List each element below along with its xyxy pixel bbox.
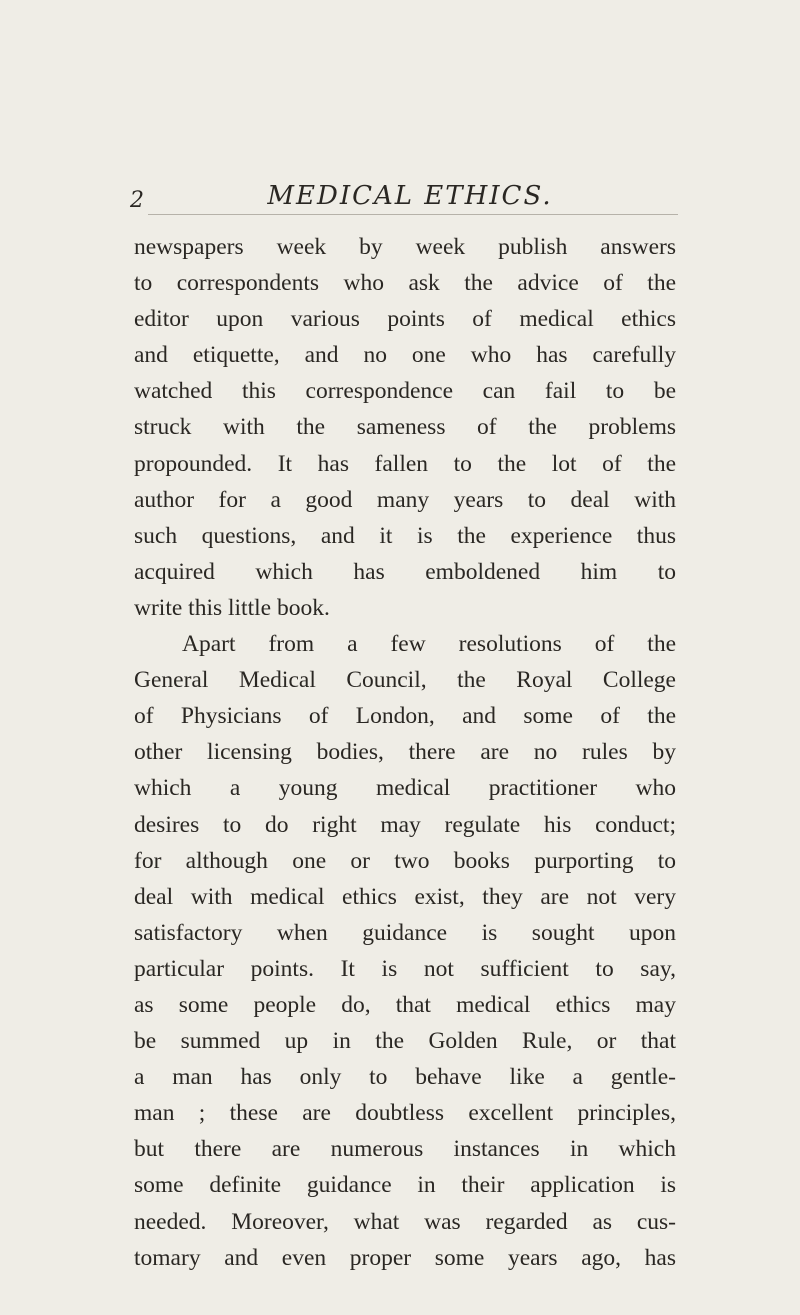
text-line: newspapers week by week publish answers	[134, 234, 676, 260]
page-number: 2	[130, 188, 144, 213]
text-line: deal with medical ethics exist, they are not very	[134, 883, 676, 910]
text-line: of Physicians of London, and some of the	[134, 703, 676, 730]
text-line: propounded. It has fallen to the lot of the	[134, 450, 676, 477]
text-line: Apart from a few resolutions of the	[182, 631, 676, 658]
text-line: be summed up in the Golden Rule, or that	[134, 1028, 676, 1055]
text-line: editor upon various points of medical ethics	[134, 306, 676, 333]
body-text	[134, 229, 676, 1276]
text-line: write this little book.	[134, 594, 330, 621]
text-line: acquired which has emboldened him to	[134, 558, 676, 585]
text-line: a man has only to behave like a gentle-	[134, 1064, 676, 1091]
text-line: needed. Moreover, what was regarded as cus-	[134, 1208, 676, 1235]
text-line: desires to do right may regulate his conduct;	[134, 811, 676, 838]
text-line: and etiquette, and no one who has carefully	[134, 342, 676, 369]
text-line: particular points. It is not sufficient to say,	[134, 955, 676, 982]
running-title: MEDICAL ETHICS.	[267, 181, 553, 211]
text-line: tomary and even proper some years ago, has	[134, 1244, 676, 1271]
text-line: which a young medical practitioner who	[134, 775, 676, 802]
header-rule	[148, 214, 678, 215]
text-line: author for a good many years to deal with	[134, 486, 676, 513]
text-line: satisfactory when guidance is sought upon	[134, 919, 676, 946]
text-line: other licensing bodies, there are no rules by	[134, 739, 676, 766]
text-line: watched this correspondence can fail to be	[134, 378, 676, 405]
text-line: some definite guidance in their application is	[134, 1172, 676, 1199]
text-line: for although one or two books purporting to	[134, 847, 676, 874]
text-line: such questions, and it is the experience thus	[134, 522, 676, 549]
text-line: man ; these are doubtless excellent principles,	[134, 1100, 676, 1127]
text-line: as some people do, that medical ethics may	[134, 991, 676, 1018]
text-line: but there are numerous instances in which	[134, 1136, 676, 1163]
text-line: struck with the sameness of the problems	[134, 414, 676, 441]
text-line: General Medical Council, the Royal College	[134, 667, 676, 694]
text-line: to correspondents who ask the advice of the	[134, 270, 676, 297]
